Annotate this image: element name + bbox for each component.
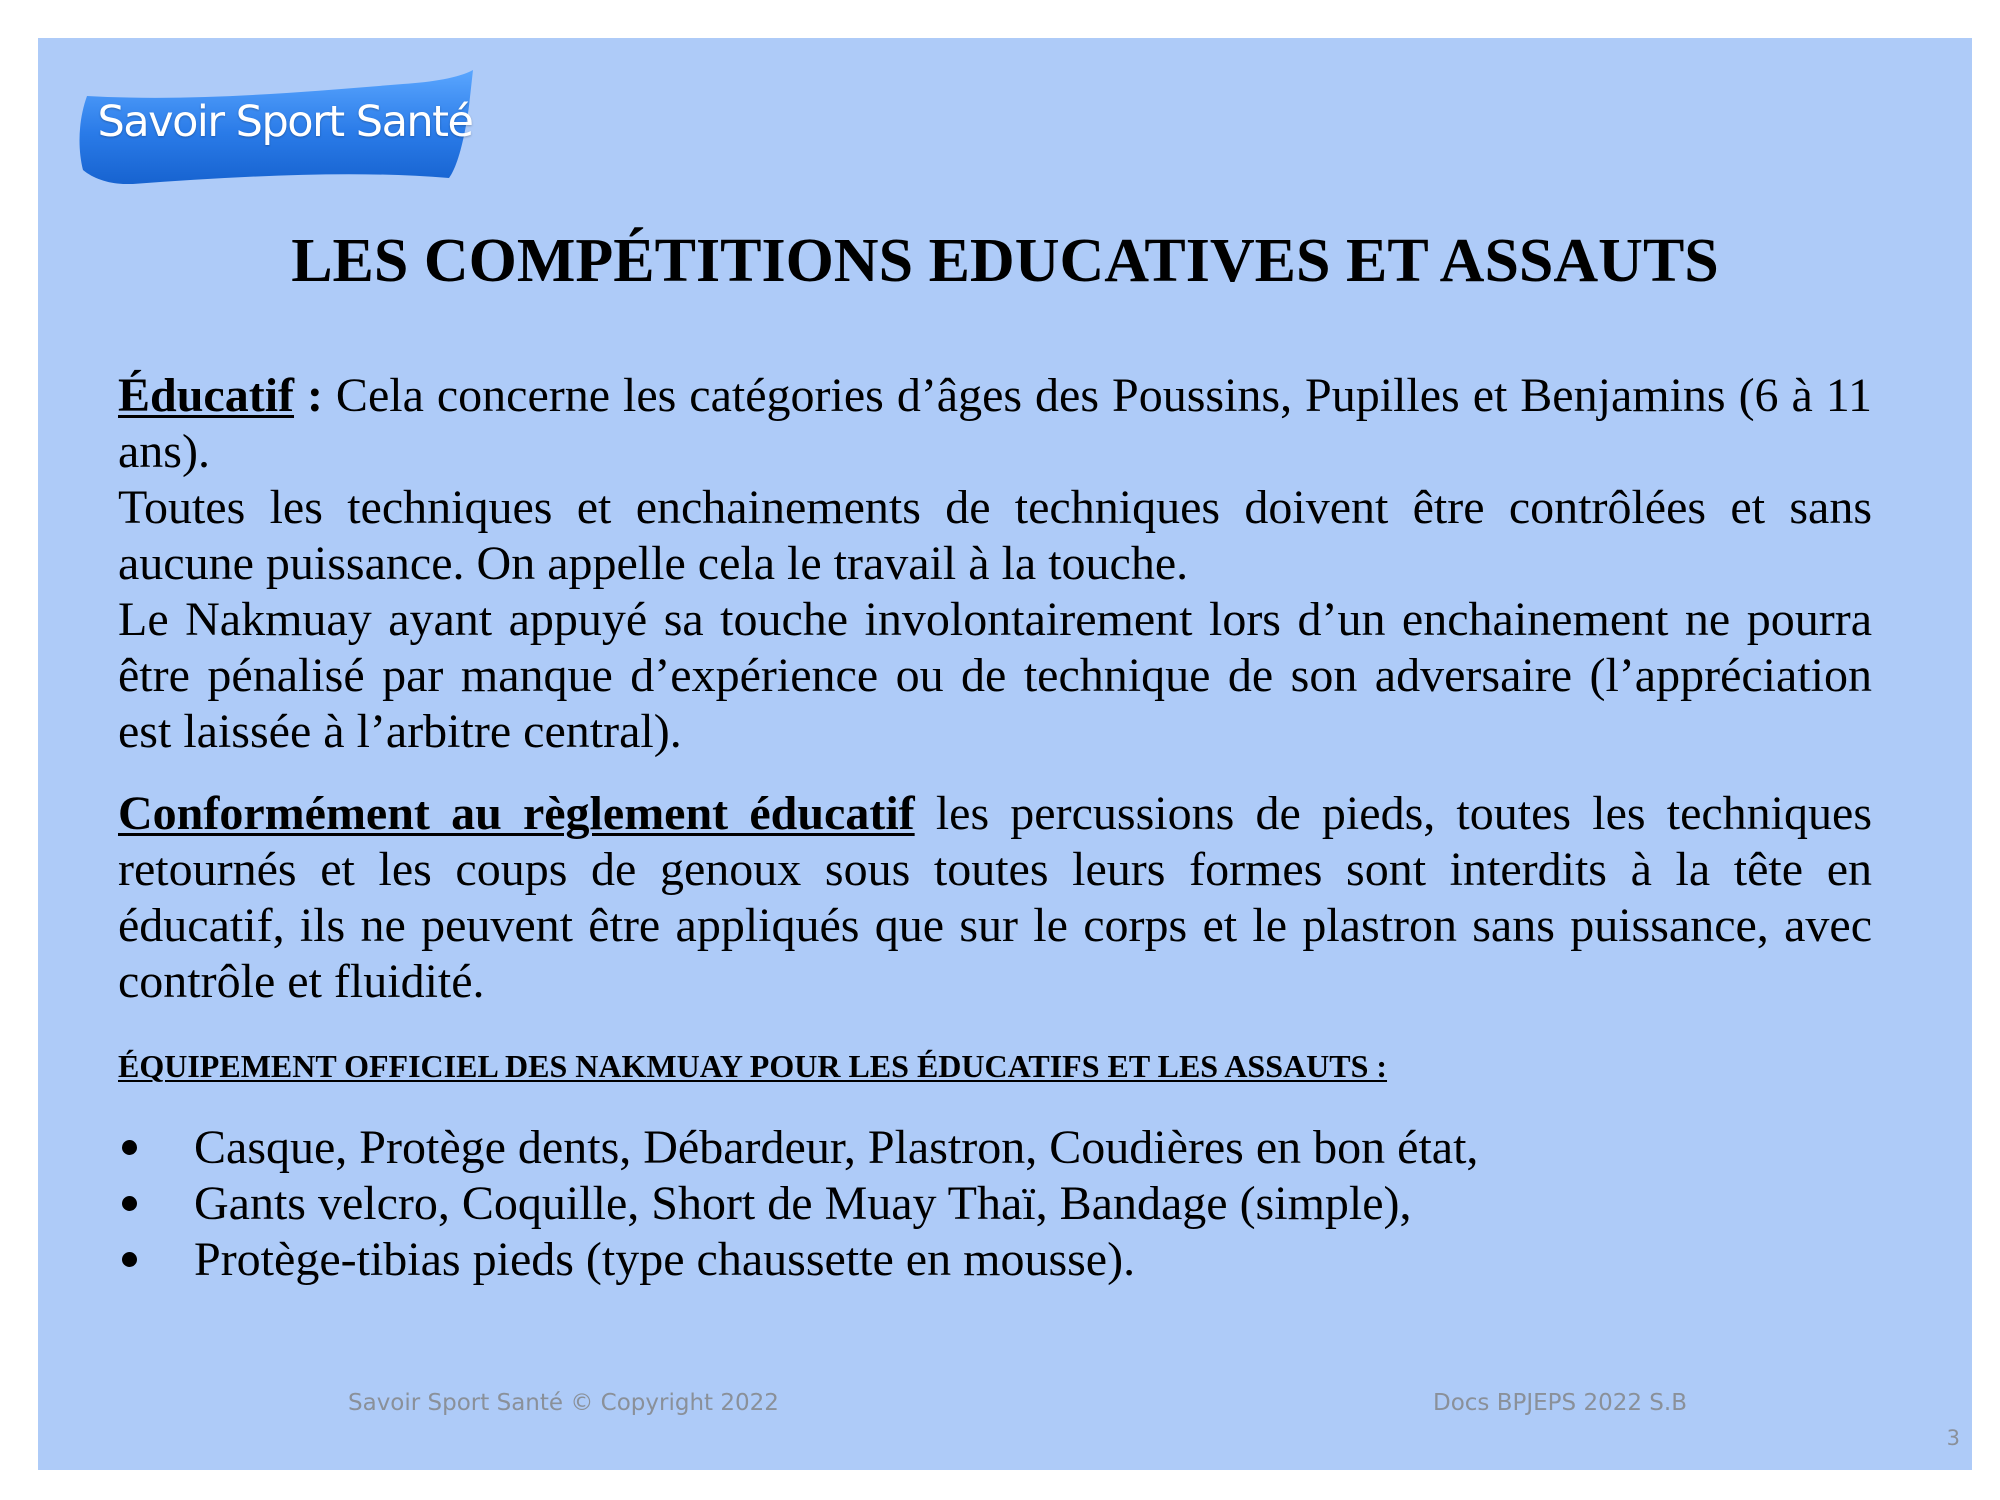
- educatif-line1: Cela concerne les catégories d’âges des Poussins, Pupilles et Benjamins (6 à 11 ans).: [118, 369, 1873, 478]
- equipment-item-1: Casque, Protège dents, Débardeur, Plastron, Coudières en bon état,: [194, 1121, 1479, 1174]
- equipment-list: [118, 1120, 1478, 1288]
- equipment-heading: ÉQUIPEMENT OFFICIEL DES NAKMUAY POUR LES ÉDUCATIFS ET LES ASSAUTS :: [118, 1048, 1388, 1084]
- footer-copyright: Savoir Sport Santé © Copyright 2022: [348, 1390, 779, 1416]
- list-item: [118, 1232, 1478, 1288]
- bullet-icon: [122, 1196, 137, 1211]
- bullet-icon: [122, 1252, 137, 1267]
- educatif-paragraph: [118, 368, 1872, 760]
- savoir-sport-sante-logo: [73, 66, 483, 184]
- footer-docs: Docs BPJEPS 2022 S.B: [1433, 1390, 1687, 1416]
- conformement-label: Conformément au règlement éducatif: [118, 787, 915, 840]
- conformement-paragraph: [118, 786, 1872, 1010]
- educatif-line3: Le Nakmuay ayant appuyé sa touche involontairement lors d’un enchainement ne pourra être pénalisé par manque d’expérience ou de technique de son adversaire (l’appréciation est laissée à l’arbitre central).: [118, 593, 1872, 758]
- educatif-line2: Toutes les techniques et enchainements de techniques doivent être contrôlées et sans aucune puissance. On appelle cela le travail à la touche.: [118, 481, 1872, 590]
- conformement-text: les percussions de pieds, toutes les techniques retournés et les coups de genoux sous toutes leurs formes sont interdits à la tête en éducatif, ils ne peuvent être appliqués que sur le corps et le plastron sans puissance, avec contrôle et fluidité.: [118, 787, 1872, 1008]
- equipment-item-2: Gants velcro, Coquille, Short de Muay Thaï, Bandage (simple),: [194, 1177, 1412, 1230]
- list-item: [118, 1176, 1478, 1232]
- educatif-colon: :: [294, 369, 323, 422]
- bullet-icon: [122, 1140, 137, 1155]
- slide: [38, 38, 1972, 1470]
- logo-text: Savoir Sport Santé: [97, 97, 473, 147]
- list-item: [118, 1120, 1478, 1176]
- equipment-item-3: Protège-tibias pieds (type chaussette en mousse).: [194, 1233, 1136, 1286]
- page-number: 3: [1946, 1426, 1960, 1450]
- page-title: LES COMPÉTITIONS EDUCATIVES ET ASSAUTS: [291, 227, 1719, 295]
- educatif-label: Éducatif: [118, 369, 295, 422]
